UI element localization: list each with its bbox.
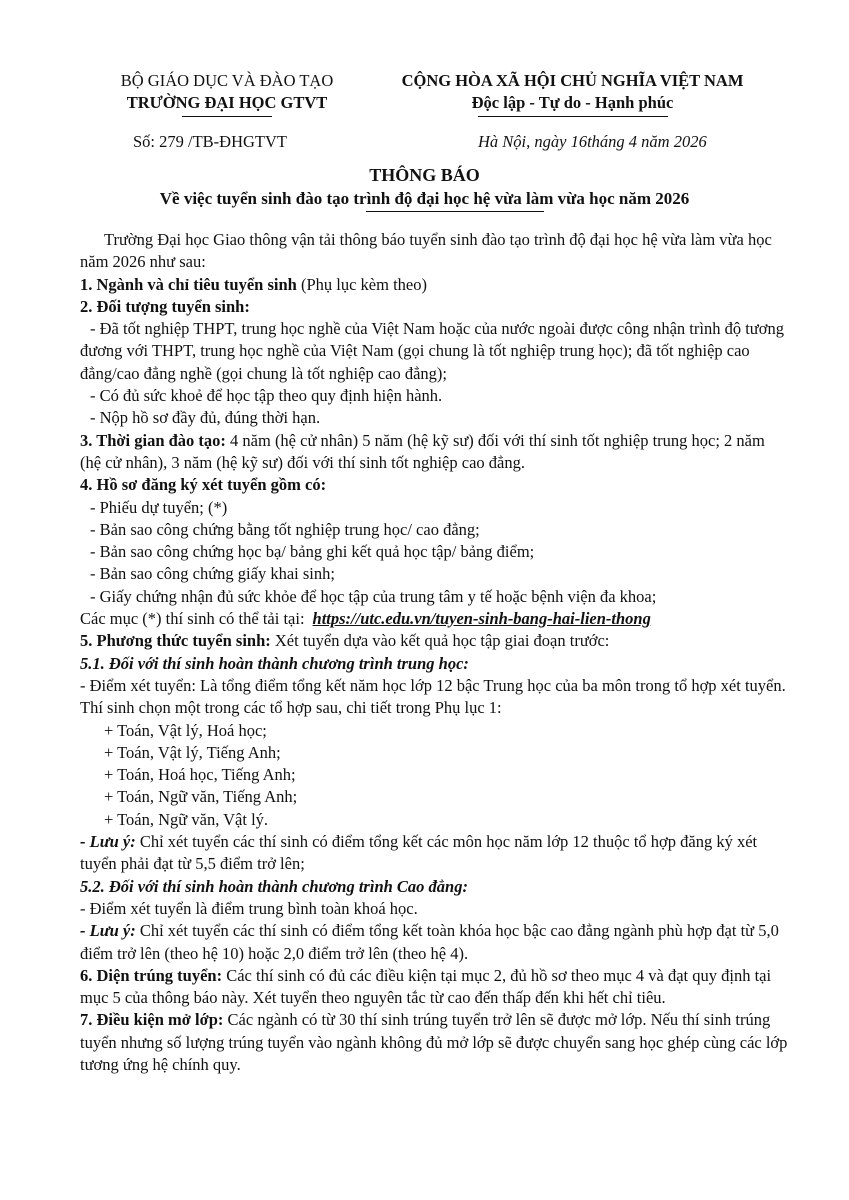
section-5-1-heading: 5.1. Đối với thí sinh hoàn thành chương trình trung học:: [80, 653, 469, 673]
document-subtitle: Về việc tuyển sinh đào tạo trình độ đại học hệ vừa làm vừa học năm 2026: [159, 189, 690, 208]
section-2-heading: 2. Đối tượng tuyển sinh:: [80, 296, 250, 316]
download-line: Các mục (*) thí sinh có thể tải tại: https://utc.edu.vn/tuyen-sinh-bang-hai-lien-thong: [80, 609, 651, 629]
section-5-2-heading: 5.2. Đối với thí sinh hoàn thành chương trình Cao đẳng:: [80, 876, 468, 896]
download-link[interactable]: https://utc.edu.vn/tuyen-sinh-bang-hai-lien-thong: [312, 609, 651, 629]
combo-item: + Toán, Vật lý, Hoá học;: [104, 720, 267, 740]
country-name: CỘNG HÒA XÃ HỘI CHỦ NGHĨA VIỆT NAM: [401, 71, 744, 90]
section-3: 3. Thời gian đào tạo: 4 năm (hệ cử nhân) 5 năm (hệ kỹ sư) đối với thí sinh tốt nghiệp trung học; 2 năm (hệ cử nhân), 3 năm (hệ kỹ sư) đối với thí sinh tốt nghiệp cao đẳng.: [80, 430, 765, 472]
section-5-2-text: - Điểm xét tuyển là điểm trung bình toàn khoá học.: [80, 898, 418, 918]
list-item: - Giấy chứng nhận đủ sức khỏe để học tập của trung tâm y tế hoặc bệnh viện đa khoa;: [90, 586, 657, 606]
note-2: - Lưu ý: Chỉ xét tuyển các thí sinh có điểm tổng kết toàn khóa học bậc cao đẳng ngành phù hợp đạt từ 5,0 điểm trở lên (theo hệ 10) hoặc 2,0 điểm trở lên (theo hệ 4).: [80, 921, 779, 963]
motto-underline: [478, 116, 668, 117]
ministry-name: BỘ GIÁO DỤC VÀ ĐÀO TẠO: [120, 71, 334, 90]
combo-item: + Toán, Hoá học, Tiếng Anh;: [104, 765, 296, 785]
school-name: TRƯỜNG ĐẠI HỌC GTVT: [126, 93, 328, 112]
list-item: - Đã tốt nghiệp THPT, trung học nghề của Việt Nam hoặc của nước ngoài được công nhận trình độ tương đương với THPT, trung học nghề của Việt Nam (gọi chung là tốt nghiệp trung học); đã tốt nghiệp cao đẳng/cao đẳng nghề (gọi chung là tốt nghiệp cao đẳng);: [80, 319, 784, 383]
header-right: [380, 70, 765, 117]
header-left: [82, 70, 372, 117]
combo-item: + Toán, Ngữ văn, Tiếng Anh;: [104, 787, 298, 807]
list-item: - Bản sao công chứng giấy khai sinh;: [90, 564, 335, 584]
list-item: - Có đủ sức khoẻ để học tập theo quy định hiện hành.: [90, 386, 443, 406]
national-motto: Độc lập - Tự do - Hạnh phúc: [471, 93, 674, 112]
document-number: Số: 279 /TB-ĐHGTVT: [133, 132, 287, 151]
combo-item: + Toán, Ngữ văn, Vật lý.: [104, 809, 269, 829]
intro-paragraph: Trường Đại học Giao thông vận tải thông báo tuyển sinh đào tạo trình độ đại học hệ vừa làm vừa học năm 2026 như sau:: [80, 230, 772, 272]
list-item: - Bản sao công chứng bằng tốt nghiệp trung học/ cao đẳng;: [90, 519, 480, 539]
section-6: 6. Diện trúng tuyển: Các thí sinh có đủ các điều kiện tại mục 2, đủ hồ sơ theo mục 4 và đạt quy định tại mục 5 của thông báo này. Xét tuyển theo nguyên tắc từ cao đến thấp đến khi hết chỉ tiêu.: [80, 965, 772, 1008]
school-underline: [182, 116, 272, 117]
list-item: - Bản sao công chứng học bạ/ bảng ghi kết quả học tập/ bảng điểm;: [90, 542, 535, 562]
note-1: - Lưu ý: Chỉ xét tuyển các thí sinh có điểm tổng kết các môn học năm lớp 12 thuộc tổ hợp đăng ký xét tuyển phải đạt từ 5,5 điểm trở lên;: [80, 832, 758, 874]
section-5-1-text: - Điểm xét tuyển: Là tổng điểm tổng kết năm học lớp 12 bậc Trung học của ba môn trong tổ hợp xét tuyển. Thí sinh chọn một trong các tổ hợp sau, chi tiết trong Phụ lục 1:: [80, 675, 786, 718]
combo-item: + Toán, Vật lý, Tiếng Anh;: [104, 742, 281, 762]
document-body: [80, 229, 790, 1076]
title-underline: [366, 211, 544, 212]
section-4-heading: 4. Hồ sơ đăng ký xét tuyển gồm có:: [80, 475, 327, 495]
section-1: 1. Ngành và chỉ tiêu tuyển sinh (Phụ lục kèm theo): [80, 274, 427, 294]
list-item: - Phiếu dự tuyển; (*): [90, 497, 228, 517]
section-7: 7. Điều kiện mở lớp: Các ngành có từ 30 thí sinh trúng tuyển trở lên sẽ được mở lớp. Nếu thí sinh trúng tuyển nhưng số lượng trúng tuyển vào ngành không đủ mở lớp sẽ được chuyển sang học ghép cùng các lớp tương ứng hệ chính quy.: [80, 1010, 788, 1074]
list-item: - Nộp hồ sơ đầy đủ, đúng thời hạn.: [90, 408, 321, 428]
section-5: 5. Phương thức tuyển sinh: Xét tuyển dựa vào kết quả học tập giai đoạn trước:: [80, 631, 610, 651]
document-date: Hà Nội, ngày 16tháng 4 năm 2026: [478, 132, 707, 151]
document-title: THÔNG BÁO: [369, 165, 480, 185]
